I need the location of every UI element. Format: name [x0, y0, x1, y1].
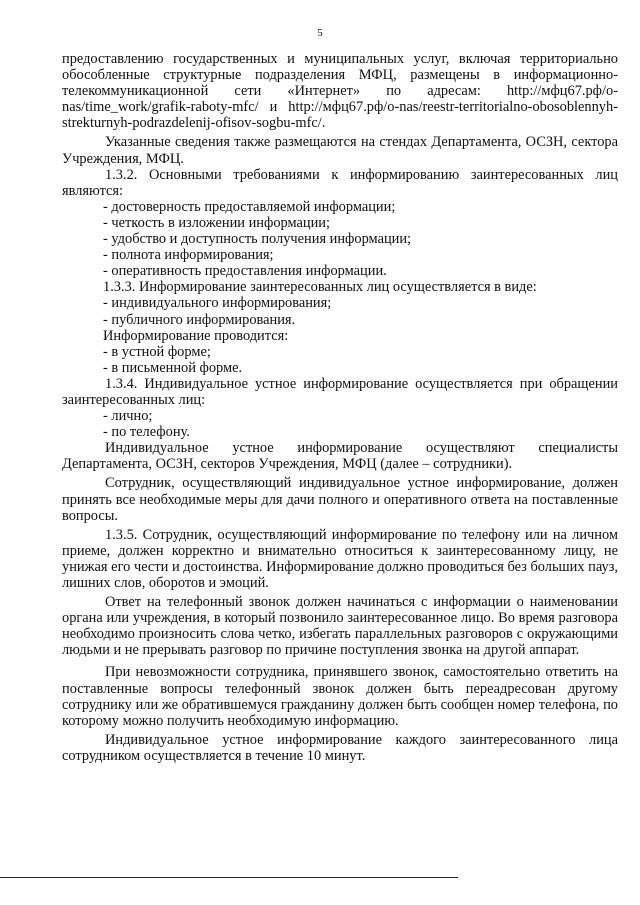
- footer-divider: [0, 877, 458, 878]
- list-item: - в письменной форме.: [103, 359, 243, 376]
- paragraph-phone-answer: Ответ на телефонный звонок должен начинаться с информации о наименовании органа или учреждения, в который позвонило заинтересованное лицо. Во время разговора необходимо произносить слова четко, избегать параллельных разговоров с окружающими людьми и не прерывать разговор по причине поступления звонка на другой аппарат.: [62, 594, 618, 659]
- list-item: - оперативность предоставления информации.: [103, 263, 387, 280]
- paragraph-section-1-3-5: 1.3.5. Сотрудник, осуществляющий информирование по телефону или на личном приеме, должен корректно и внимательно относиться к заинтересованному лицу, не унижая его чести и достоинства. Информирование должно проводиться без больших пауз, лишних слов, оборотов и эмоций.: [62, 526, 618, 591]
- list-item: - публичного информирования.: [103, 311, 296, 328]
- document-body: [62, 51, 618, 764]
- paragraph-call-redirect: При невозможности сотрудника, принявшего звонок, самостоятельно ответить на поставленные вопросы телефонный звонок должен быть переадресован другому сотруднику или же обратившемуся гражданину должен быть сообщен номер телефона, по которому можно получить необходимую информацию.: [62, 664, 618, 729]
- paragraph-stands-info: Указанные сведения также размещаются на стендах Департамента, ОСЗН, сектора Учреждения, МФЦ.: [62, 134, 618, 167]
- paragraph-address-links: предоставлению государственных и муниципальных услуг, включая территориально обособленные структурные подразделения МФЦ, размещены в информационно-телекоммуникационной сети «Интернет» по адресам: http://мфц67.рф/o-nas/time_work/grafik-raboty-mfc/ и http://мфц67.рф/o-nas/reestr-territorialno-obosoblennyh-strekturnyh-podrazdelenij-ofisov-sogbu-mfc/.: [62, 51, 618, 132]
- paragraph-informing-conducted: Информирование проводится:: [103, 327, 289, 344]
- paragraph-section-1-3-3: 1.3.3. Информирование заинтересованных лиц осуществляется в виде:: [103, 279, 537, 296]
- list-item: - полнота информирования;: [103, 247, 274, 264]
- paragraph-section-1-3-4: 1.3.4. Индивидуальное устное информирование осуществляется при обращении заинтересованных лиц:: [62, 375, 618, 408]
- list-item: - по телефону.: [103, 424, 190, 441]
- list-item: - в устной форме;: [103, 343, 211, 360]
- list-item: - удобство и доступность получения информации;: [103, 231, 412, 248]
- list-item: - индивидуального информирования;: [103, 295, 332, 312]
- list-item: - четкость в изложении информации;: [103, 214, 330, 231]
- paragraph-ten-minutes: Индивидуальное устное информирование каждого заинтересованного лица сотрудником осуществляется в течение 10 минут.: [62, 731, 618, 764]
- paragraph-section-1-3-2: 1.3.2. Основными требованиями к информированию заинтересованных лиц являются:: [62, 166, 618, 199]
- page-number: 5: [317, 27, 323, 39]
- paragraph-employee-measures: Сотрудник, осуществляющий индивидуальное устное информирование, должен принять все необходимые меры для дачи полного и оперативного ответа на поставленные вопросы.: [62, 475, 618, 524]
- list-item: - лично;: [103, 408, 153, 425]
- paragraph-specialists: Индивидуальное устное информирование осуществляют специалисты Департамента, ОСЗН, секторов Учреждения, МФЦ (далее – сотрудники).: [62, 440, 618, 473]
- list-item: - достоверность предоставляемой информации;: [103, 198, 396, 215]
